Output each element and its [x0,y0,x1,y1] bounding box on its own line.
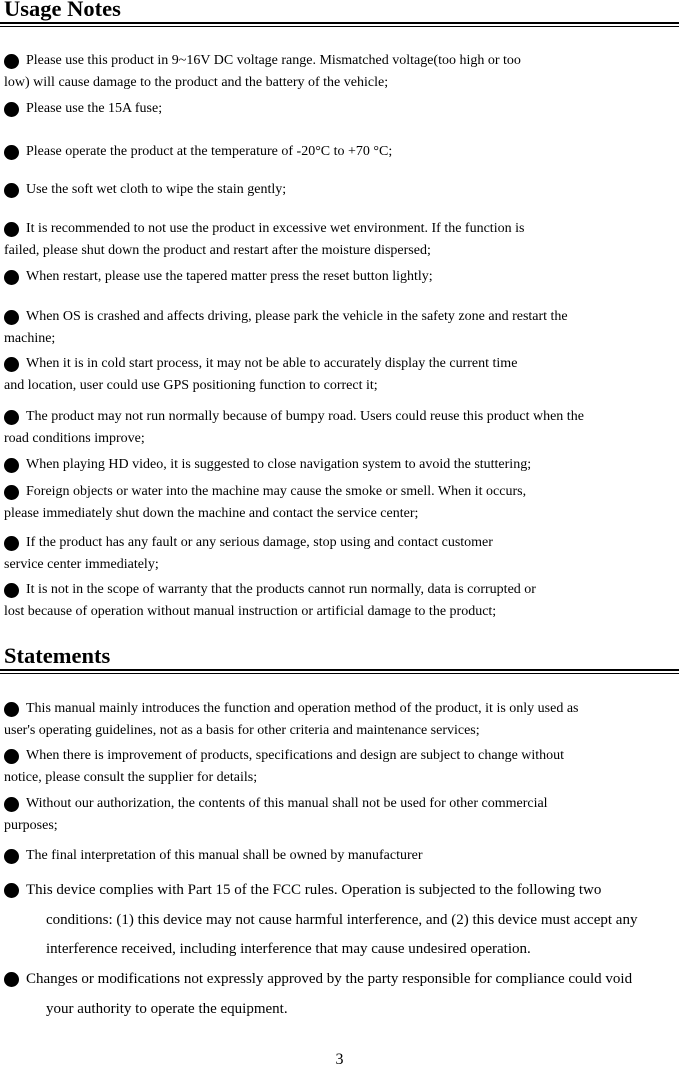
item-text-line: failed, please shut down the product and restart after the moisture dispersed; [4,243,431,258]
item-text-line: It is recommended to not use the product in excessive wet environment. If the function is [26,221,525,236]
item-text-line: If the product has any fault or any serious damage, stop using and contact customer [26,535,493,550]
bullet-icon [4,410,19,425]
statements-divider [0,669,679,674]
item-text-line: interference received, including interference that may cause undesired operation. [46,941,531,957]
usage-notes-heading: Usage Notes [4,0,121,21]
item-text-line: When it is in cold start process, it may not be able to accurately display the current time [26,356,518,371]
bullet-icon [4,849,19,864]
bullet-icon [4,357,19,372]
item-text-line: Foreign objects or water into the machine may cause the smoke or smell. When it occurs, [26,484,527,499]
bullet-icon [4,458,19,473]
item-text-line: The final interpretation of this manual shall be owned by manufacturer [26,848,423,863]
bullet-icon [4,102,19,117]
item-text-line: notice, please consult the supplier for details; [4,770,258,785]
item-text-line: Use the soft wet cloth to wipe the stain gently; [26,182,287,197]
bullet-icon [4,183,19,198]
bullet-icon [4,310,19,325]
item-text-line: When playing HD video, it is suggested to close navigation system to avoid the stuttering; [26,457,532,472]
item-text-line: This manual mainly introduces the function and operation method of the product, it is only used as [26,701,579,716]
bullet-icon [4,536,19,551]
bullet-icon [4,972,19,987]
item-text-line: road conditions improve; [4,431,145,446]
item-text-line: and location, user could use GPS positioning function to correct it; [4,378,378,393]
bullet-icon [4,702,19,717]
statements-heading: Statements [4,643,111,668]
bullet-icon [4,485,19,500]
item-text-line: conditions: (1) this device may not cause harmful interference, and (2) this device must accept any [46,912,638,928]
item-text-line: user's operating guidelines, not as a basis for other criteria and maintenance services; [4,723,480,738]
item-text-line: When OS is crashed and affects driving, please park the vehicle in the safety zone and restart the [26,309,568,324]
bullet-icon [4,270,19,285]
page-number: 3 [335,1051,344,1068]
item-text-line: machine; [4,331,56,346]
item-text-line: Please use the 15A fuse; [26,101,163,116]
item-text-line: lost because of operation without manual instruction or artificial damage to the product; [4,604,497,619]
item-text-line: please immediately shut down the machine and contact the service center; [4,506,419,521]
bullet-icon [4,883,19,898]
bullet-icon [4,797,19,812]
bullet-icon [4,749,19,764]
item-text-line: When there is improvement of products, specifications and design are subject to change without [26,748,565,763]
item-text-line: low) will cause damage to the product and the battery of the vehicle; [4,75,389,90]
item-text-line: Please operate the product at the temperature of -20°C to +70 °C; [26,144,393,159]
item-text-line: service center immediately; [4,557,159,572]
usage-notes-divider [0,22,679,27]
item-text-line: your authority to operate the equipment. [46,1001,288,1017]
bullet-icon [4,583,19,598]
bullet-icon [4,145,19,160]
bullet-icon [4,222,19,237]
item-text-line: This device complies with Part 15 of the FCC rules. Operation is subjected to the following two [26,882,602,898]
item-text-line: The product may not run normally because of bumpy road. Users could reuse this product when the [26,409,584,424]
bullet-icon [4,54,19,69]
item-text-line: purposes; [4,818,58,833]
item-text-line: Without our authorization, the contents of this manual shall not be used for other commercial [26,796,548,811]
item-text-line: Changes or modifications not expressly approved by the party responsible for compliance could void [26,971,633,987]
item-text-line: When restart, please use the tapered matter press the reset button lightly; [26,269,433,284]
item-text-line: Please use this product in 9~16V DC voltage range. Mismatched voltage(too high or too [26,53,521,68]
item-text-line: It is not in the scope of warranty that the products cannot run normally, data is corrupted or [26,582,536,597]
